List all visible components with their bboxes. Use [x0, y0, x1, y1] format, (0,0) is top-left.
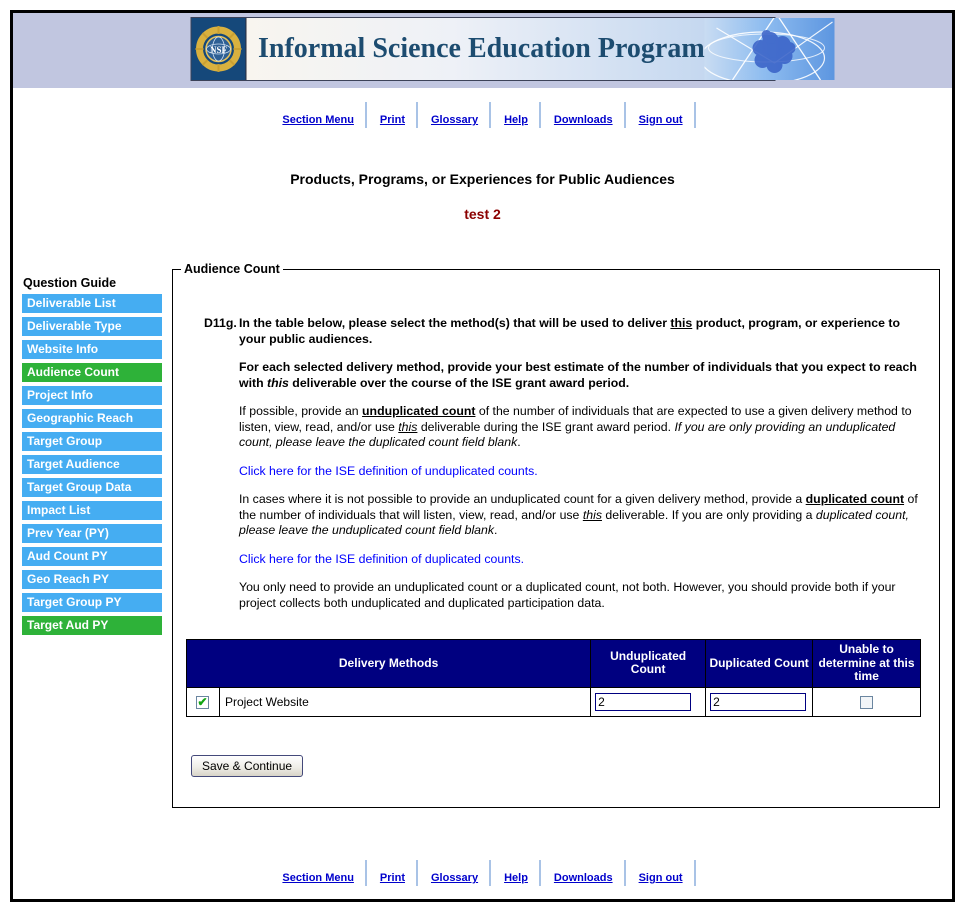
nsf-logo-icon — [191, 18, 246, 80]
nav-link-help[interactable]: Help — [504, 872, 528, 884]
sidebar-item-prev-year-py[interactable]: Prev Year (PY) — [22, 524, 162, 543]
nav-link-print[interactable]: Print — [379, 872, 405, 884]
sidebar-item-target-group-py[interactable]: Target Group PY — [22, 593, 162, 612]
fieldset-legend: Audience Count — [184, 262, 280, 276]
nav-link-downloads[interactable]: Downloads — [553, 872, 613, 884]
nav-link-glossary[interactable]: Glossary — [430, 114, 479, 126]
unduplicated-instructions: If possible, provide an unduplicated count of the number of individuals that are expected to use a given delivery method to listen, view, read, and/or use this deliverable during the ISE grant award period. If you are only providing an unduplicated count, please leave the duplicated count field blank. — [239, 404, 912, 449]
header-duplicated-count: Duplicated Count — [706, 640, 813, 688]
nav-link-sign-out[interactable]: Sign out — [638, 114, 683, 126]
project-name: test 2 — [464, 206, 501, 222]
sidebar-item-audience-count[interactable]: Audience Count — [22, 363, 162, 382]
nav-separator — [539, 860, 541, 886]
bottom-nav — [13, 858, 952, 886]
audience-count-fieldset — [172, 262, 940, 808]
header-delivery-methods: Delivery Methods — [187, 640, 591, 688]
unduplicated-count-input[interactable] — [595, 693, 691, 711]
program-banner — [190, 17, 775, 81]
both-counts-note: You only need to provide an unduplicated count or a duplicated count, not both. However, you should provide both if your project collects both unduplicated and duplicated participation data. — [239, 580, 896, 610]
nav-link-section-menu[interactable]: Section Menu — [282, 114, 354, 126]
sidebar-item-target-group[interactable]: Target Group — [22, 432, 162, 451]
sidebar-item-geo-reach-py[interactable]: Geo Reach PY — [22, 570, 162, 589]
delivery-methods-table — [186, 639, 921, 717]
top-nav — [13, 100, 952, 128]
nav-separator — [694, 102, 696, 128]
nav-separator — [416, 102, 418, 128]
nav-link-glossary[interactable]: Glossary — [430, 872, 479, 884]
delivery-method-name: Project Website — [219, 687, 590, 716]
sidebar-item-target-audience[interactable]: Target Audience — [22, 455, 162, 474]
delivery-method-row — [187, 687, 921, 716]
sidebar-item-aud-count-py[interactable]: Aud Count PY — [22, 547, 162, 566]
table-header-row — [187, 640, 921, 688]
nav-separator — [365, 860, 367, 886]
page-title: Products, Programs, or Experiences for Public Audiences — [290, 171, 675, 187]
sidebar-item-target-group-data[interactable]: Target Group Data — [22, 478, 162, 497]
sidebar-item-deliverable-type[interactable]: Deliverable Type — [22, 317, 162, 336]
duplicated-instructions: In cases where it is not possible to provide an unduplicated count for a given delivery method, provide a duplicated count of the number of individuals that will listen, view, read, and/or use this deliverable. If you are only providing a duplicated count, please leave the unduplicated count field blank. — [239, 492, 918, 537]
unduplicated-definition-link[interactable]: Click here for the ISE definition of unduplicated counts. — [239, 463, 538, 478]
duplicated-definition-link[interactable]: Click here for the ISE definition of duplicated counts. — [239, 551, 525, 566]
nav-link-downloads[interactable]: Downloads — [553, 114, 613, 126]
nav-link-help[interactable]: Help — [504, 114, 528, 126]
question-block — [173, 316, 921, 611]
sidebar-item-website-info[interactable]: Website Info — [22, 340, 162, 359]
sidebar-heading: Question Guide — [23, 276, 117, 290]
nav-link-sign-out[interactable]: Sign out — [638, 872, 683, 884]
nav-separator — [416, 860, 418, 886]
nav-link-section-menu[interactable]: Section Menu — [282, 872, 354, 884]
header-unable-to-determine: Unable to determine at this time — [813, 640, 921, 688]
header-unduplicated-count: Unduplicated Count — [591, 640, 706, 688]
banner-title: Informal Science Education Program — [246, 18, 705, 80]
nav-separator — [539, 102, 541, 128]
nav-separator — [624, 102, 626, 128]
nav-separator — [489, 860, 491, 886]
unable-to-determine-checkbox[interactable] — [860, 696, 873, 709]
nav-separator — [694, 860, 696, 886]
save-continue-button[interactable]: Save & Continue — [191, 755, 303, 777]
delivery-method-checkbox[interactable] — [196, 696, 209, 709]
nav-link-print[interactable]: Print — [379, 114, 405, 126]
nav-separator — [365, 102, 367, 128]
nav-separator — [489, 102, 491, 128]
duplicated-count-input[interactable] — [710, 693, 806, 711]
globe-graphic-icon — [705, 18, 835, 80]
sidebar-item-target-aud-py[interactable]: Target Aud PY — [22, 616, 162, 635]
svg-text:NSF: NSF — [209, 45, 227, 55]
nav-separator — [624, 860, 626, 886]
question-number: D11g. — [204, 316, 237, 330]
sidebar-item-deliverable-list[interactable]: Deliverable List — [22, 294, 162, 313]
question-paragraph-2: For each selected delivery method, provide your best estimate of the number of individuals that you expect to reach with this deliverable over the course of the ISE grant award period. — [239, 360, 917, 390]
sidebar-item-project-info[interactable]: Project Info — [22, 386, 162, 405]
question-paragraph-1: In the table below, please select the method(s) that will be used to deliver this product, program, or experience to your public audiences. — [239, 316, 901, 346]
banner-band — [13, 13, 952, 88]
page-frame — [10, 10, 955, 902]
sidebar-item-geographic-reach[interactable]: Geographic Reach — [22, 409, 162, 428]
sidebar-item-impact-list[interactable]: Impact List — [22, 501, 162, 520]
check-mark-icon: ✔ — [197, 694, 208, 709]
question-guide-sidebar — [22, 276, 162, 639]
